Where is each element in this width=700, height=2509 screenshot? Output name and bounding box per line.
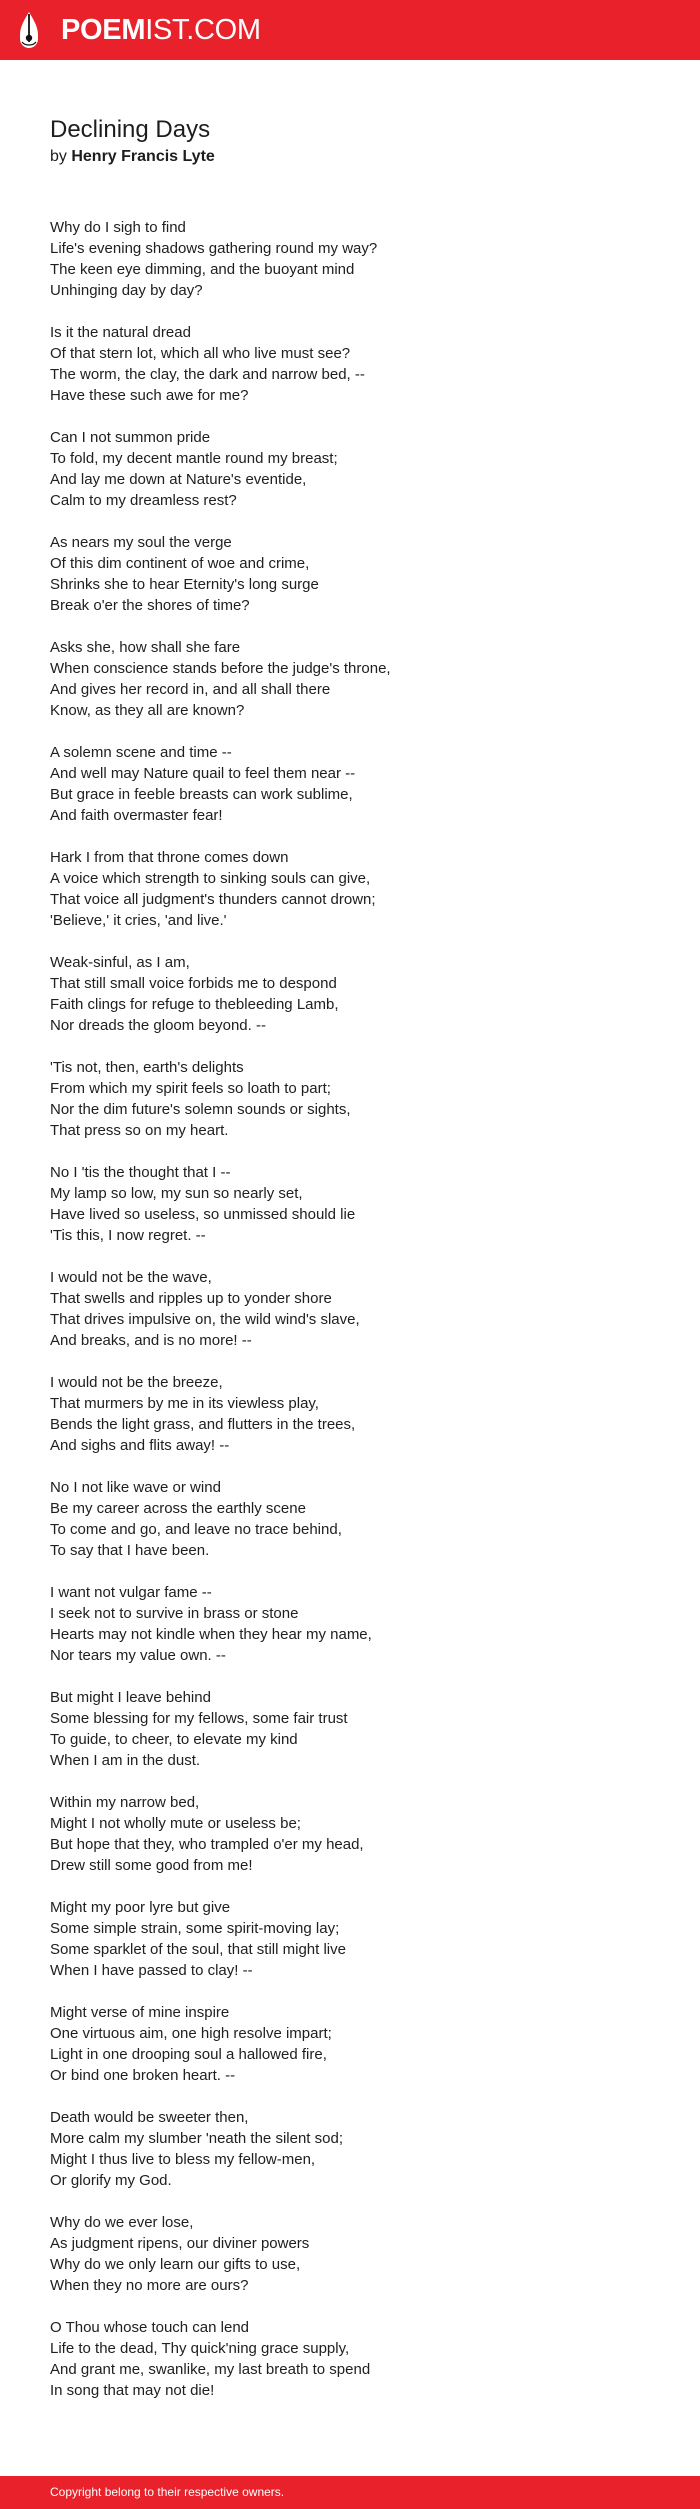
poem-line: Asks she, how shall she fare bbox=[50, 639, 241, 656]
poem-line: But might I leave behind bbox=[50, 1689, 211, 1706]
poem-line: Weak-sinful, as I am, bbox=[50, 954, 190, 971]
poem-stanza bbox=[50, 427, 660, 511]
poem-line: And gives her record in, and all shall there bbox=[50, 681, 331, 698]
poem-line: Be my career across the earthly scene bbox=[50, 1500, 306, 1517]
pen-nib-icon bbox=[18, 11, 40, 49]
poem-line: 'Believe,' it cries, 'and live.' bbox=[50, 912, 227, 929]
poem-line: Might I thus live to bless my fellow-men, bbox=[50, 2151, 316, 2168]
poem-stanza bbox=[50, 1372, 660, 1456]
poem-line: I would not be the breeze, bbox=[50, 1374, 223, 1391]
poem-line: Of that stern lot, which all who live must see? bbox=[50, 345, 351, 362]
poem-line: But hope that they, who trampled o'er my head, bbox=[50, 1836, 364, 1853]
poem-line: The keen eye dimming, and the buoyant mind bbox=[50, 261, 355, 278]
poem-line: Light in one drooping soul a hallowed fire, bbox=[50, 2046, 327, 2063]
poem-stanza bbox=[50, 2212, 660, 2296]
poem-line: Death would be sweeter then, bbox=[50, 2109, 249, 2126]
poem-line: Nor the dim future's solemn sounds or sights, bbox=[50, 1101, 351, 1118]
poem-line: To guide, to cheer, to elevate my kind bbox=[50, 1731, 298, 1748]
poem-line: When they no more are ours? bbox=[50, 2277, 249, 2294]
logo-light-text: IST.COM bbox=[145, 14, 261, 46]
poem-stanza bbox=[50, 217, 660, 301]
poem-line: Why do I sigh to find bbox=[50, 219, 186, 236]
poem-line: Hearts may not kindle when they hear my name, bbox=[50, 1626, 372, 1643]
poem-line: Calm to my dreamless rest? bbox=[50, 492, 237, 509]
poem-stanza bbox=[50, 1162, 660, 1246]
poem-line: Why do we ever lose, bbox=[50, 2214, 194, 2231]
poem-line: My lamp so low, my sun so nearly set, bbox=[50, 1185, 303, 1202]
poem-line: No I 'tis the thought that I -- bbox=[50, 1164, 231, 1181]
by-label: by bbox=[50, 148, 72, 165]
site-footer bbox=[0, 2476, 700, 2509]
poem-line: No I not like wave or wind bbox=[50, 1479, 221, 1496]
poem-line: A voice which strength to sinking souls can give, bbox=[50, 870, 371, 887]
poem-line: Is it the natural dread bbox=[50, 324, 191, 341]
poem-line: And well may Nature quail to feel them near -- bbox=[50, 765, 356, 782]
poem-line: Bends the light grass, and flutters in the trees, bbox=[50, 1416, 356, 1433]
poem-line: Drew still some good from me! bbox=[50, 1857, 253, 1874]
poem-stanza bbox=[50, 2002, 660, 2086]
poem-line: Break o'er the shores of time? bbox=[50, 597, 250, 614]
poem-line: Might I not wholly mute or useless be; bbox=[50, 1815, 301, 1832]
poem-title: Declining Days bbox=[50, 116, 211, 143]
poem-line: As nears my soul the verge bbox=[50, 534, 232, 551]
poem-line: Nor tears my value own. -- bbox=[50, 1647, 226, 1664]
poem-stanza bbox=[50, 952, 660, 1036]
poem-line: To fold, my decent mantle round my breast; bbox=[50, 450, 338, 467]
poem-line: And lay me down at Nature's eventide, bbox=[50, 471, 307, 488]
poem-line: That swells and ripples up to yonder shore bbox=[50, 1290, 332, 1307]
poem-line: Know, as they all are known? bbox=[50, 702, 245, 719]
poem-stanza bbox=[50, 1477, 660, 1561]
poem-line: And breaks, and is no more! -- bbox=[50, 1332, 252, 1349]
poem-line: When I am in the dust. bbox=[50, 1752, 201, 1769]
poem-line: That still small voice forbids me to despond bbox=[50, 975, 337, 992]
poem-line: Some simple strain, some spirit-moving lay; bbox=[50, 1920, 340, 1937]
poem-byline bbox=[50, 146, 215, 168]
poem-line: But grace in feeble breasts can work sublime, bbox=[50, 786, 353, 803]
poem-line: Or glorify my God. bbox=[50, 2172, 172, 2189]
poem-line: 'Tis not, then, earth's delights bbox=[50, 1059, 244, 1076]
poem-stanza bbox=[50, 637, 660, 721]
poem-stanza bbox=[50, 1897, 660, 1981]
poem-line: From which my spirit feels so loath to part; bbox=[50, 1080, 331, 1097]
poem-line: In song that may not die! bbox=[50, 2382, 215, 2399]
poem-line: Nor dreads the gloom beyond. -- bbox=[50, 1017, 266, 1034]
poem-line: One virtuous aim, one high resolve impart; bbox=[50, 2025, 332, 2042]
poem-line: Of this dim continent of woe and crime, bbox=[50, 555, 310, 572]
poem-stanza bbox=[50, 1267, 660, 1351]
poem-line: When conscience stands before the judge's throne, bbox=[50, 660, 391, 677]
poem-line: To say that I have been. bbox=[50, 1542, 210, 1559]
poem-stanza bbox=[50, 1687, 660, 1771]
poem-line: Have these such awe for me? bbox=[50, 387, 249, 404]
poem-stanza bbox=[50, 532, 660, 616]
poem-line: Might verse of mine inspire bbox=[50, 2004, 230, 2021]
poem-stanza bbox=[50, 2107, 660, 2191]
poem-stanza bbox=[50, 1057, 660, 1141]
poem-stanza bbox=[50, 322, 660, 406]
poem-line: Faith clings for refuge to thebleeding Lamb, bbox=[50, 996, 339, 1013]
poem-line: Life's evening shadows gathering round my way? bbox=[50, 240, 378, 257]
poem-line: Life to the dead, Thy quick'ning grace supply, bbox=[50, 2340, 350, 2357]
poem-line: Have lived so useless, so unmissed should lie bbox=[50, 1206, 356, 1223]
poem-stanza bbox=[50, 847, 660, 931]
poem-body bbox=[50, 217, 660, 2422]
logo-bold-text: POEM bbox=[61, 14, 146, 46]
site-header bbox=[0, 0, 700, 60]
poem-line: 'Tis this, I now regret. -- bbox=[50, 1227, 206, 1244]
poem-line: As judgment ripens, our diviner powers bbox=[50, 2235, 310, 2252]
poem-stanza bbox=[50, 1792, 660, 1876]
poem-line: Within my narrow bed, bbox=[50, 1794, 200, 1811]
poem-line: Hark I from that throne comes down bbox=[50, 849, 289, 866]
poem-line: And faith overmaster fear! bbox=[50, 807, 223, 824]
poem-line: Some sparklet of the soul, that still might live bbox=[50, 1941, 346, 1958]
poem-line: That voice all judgment's thunders cannot drown; bbox=[50, 891, 376, 908]
poem-line: I seek not to survive in brass or stone bbox=[50, 1605, 299, 1622]
poem-line: Some blessing for my fellows, some fair trust bbox=[50, 1710, 348, 1727]
copyright-text: Copyright belong to their respective owners. bbox=[50, 2485, 285, 2499]
author-name: Henry Francis Lyte bbox=[71, 148, 215, 165]
poem-stanza bbox=[50, 742, 660, 826]
poem-line: Shrinks she to hear Eternity's long surge bbox=[50, 576, 319, 593]
poem-line: That press so on my heart. bbox=[50, 1122, 229, 1139]
poem-line: That murmers by me in its viewless play, bbox=[50, 1395, 319, 1412]
poem-line: I would not be the wave, bbox=[50, 1269, 212, 1286]
poem-line: A solemn scene and time -- bbox=[50, 744, 232, 761]
poem-line: Unhinging day by day? bbox=[50, 282, 203, 299]
poem-stanza bbox=[50, 1582, 660, 1666]
poem-line: The worm, the clay, the dark and narrow bed, -- bbox=[50, 366, 365, 383]
poem-line: O Thou whose touch can lend bbox=[50, 2319, 250, 2336]
poem-line: Why do we only learn our gifts to use, bbox=[50, 2256, 301, 2273]
poem-line: When I have passed to clay! -- bbox=[50, 1962, 253, 1979]
poem-line: I want not vulgar fame -- bbox=[50, 1584, 212, 1601]
poem-line: That drives impulsive on, the wild wind's slave, bbox=[50, 1311, 360, 1328]
logo-wordmark bbox=[61, 13, 261, 47]
poem-line: Might my poor lyre but give bbox=[50, 1899, 231, 1916]
poem-stanza bbox=[50, 2317, 660, 2401]
poem-line: More calm my slumber 'neath the silent sod; bbox=[50, 2130, 343, 2147]
poem-line: And grant me, swanlike, my last breath to spend bbox=[50, 2361, 371, 2378]
poem-line: Or bind one broken heart. -- bbox=[50, 2067, 236, 2084]
poem-line: Can I not summon pride bbox=[50, 429, 211, 446]
poem-line: To come and go, and leave no trace behind, bbox=[50, 1521, 342, 1538]
poem-line: And sighs and flits away! -- bbox=[50, 1437, 230, 1454]
